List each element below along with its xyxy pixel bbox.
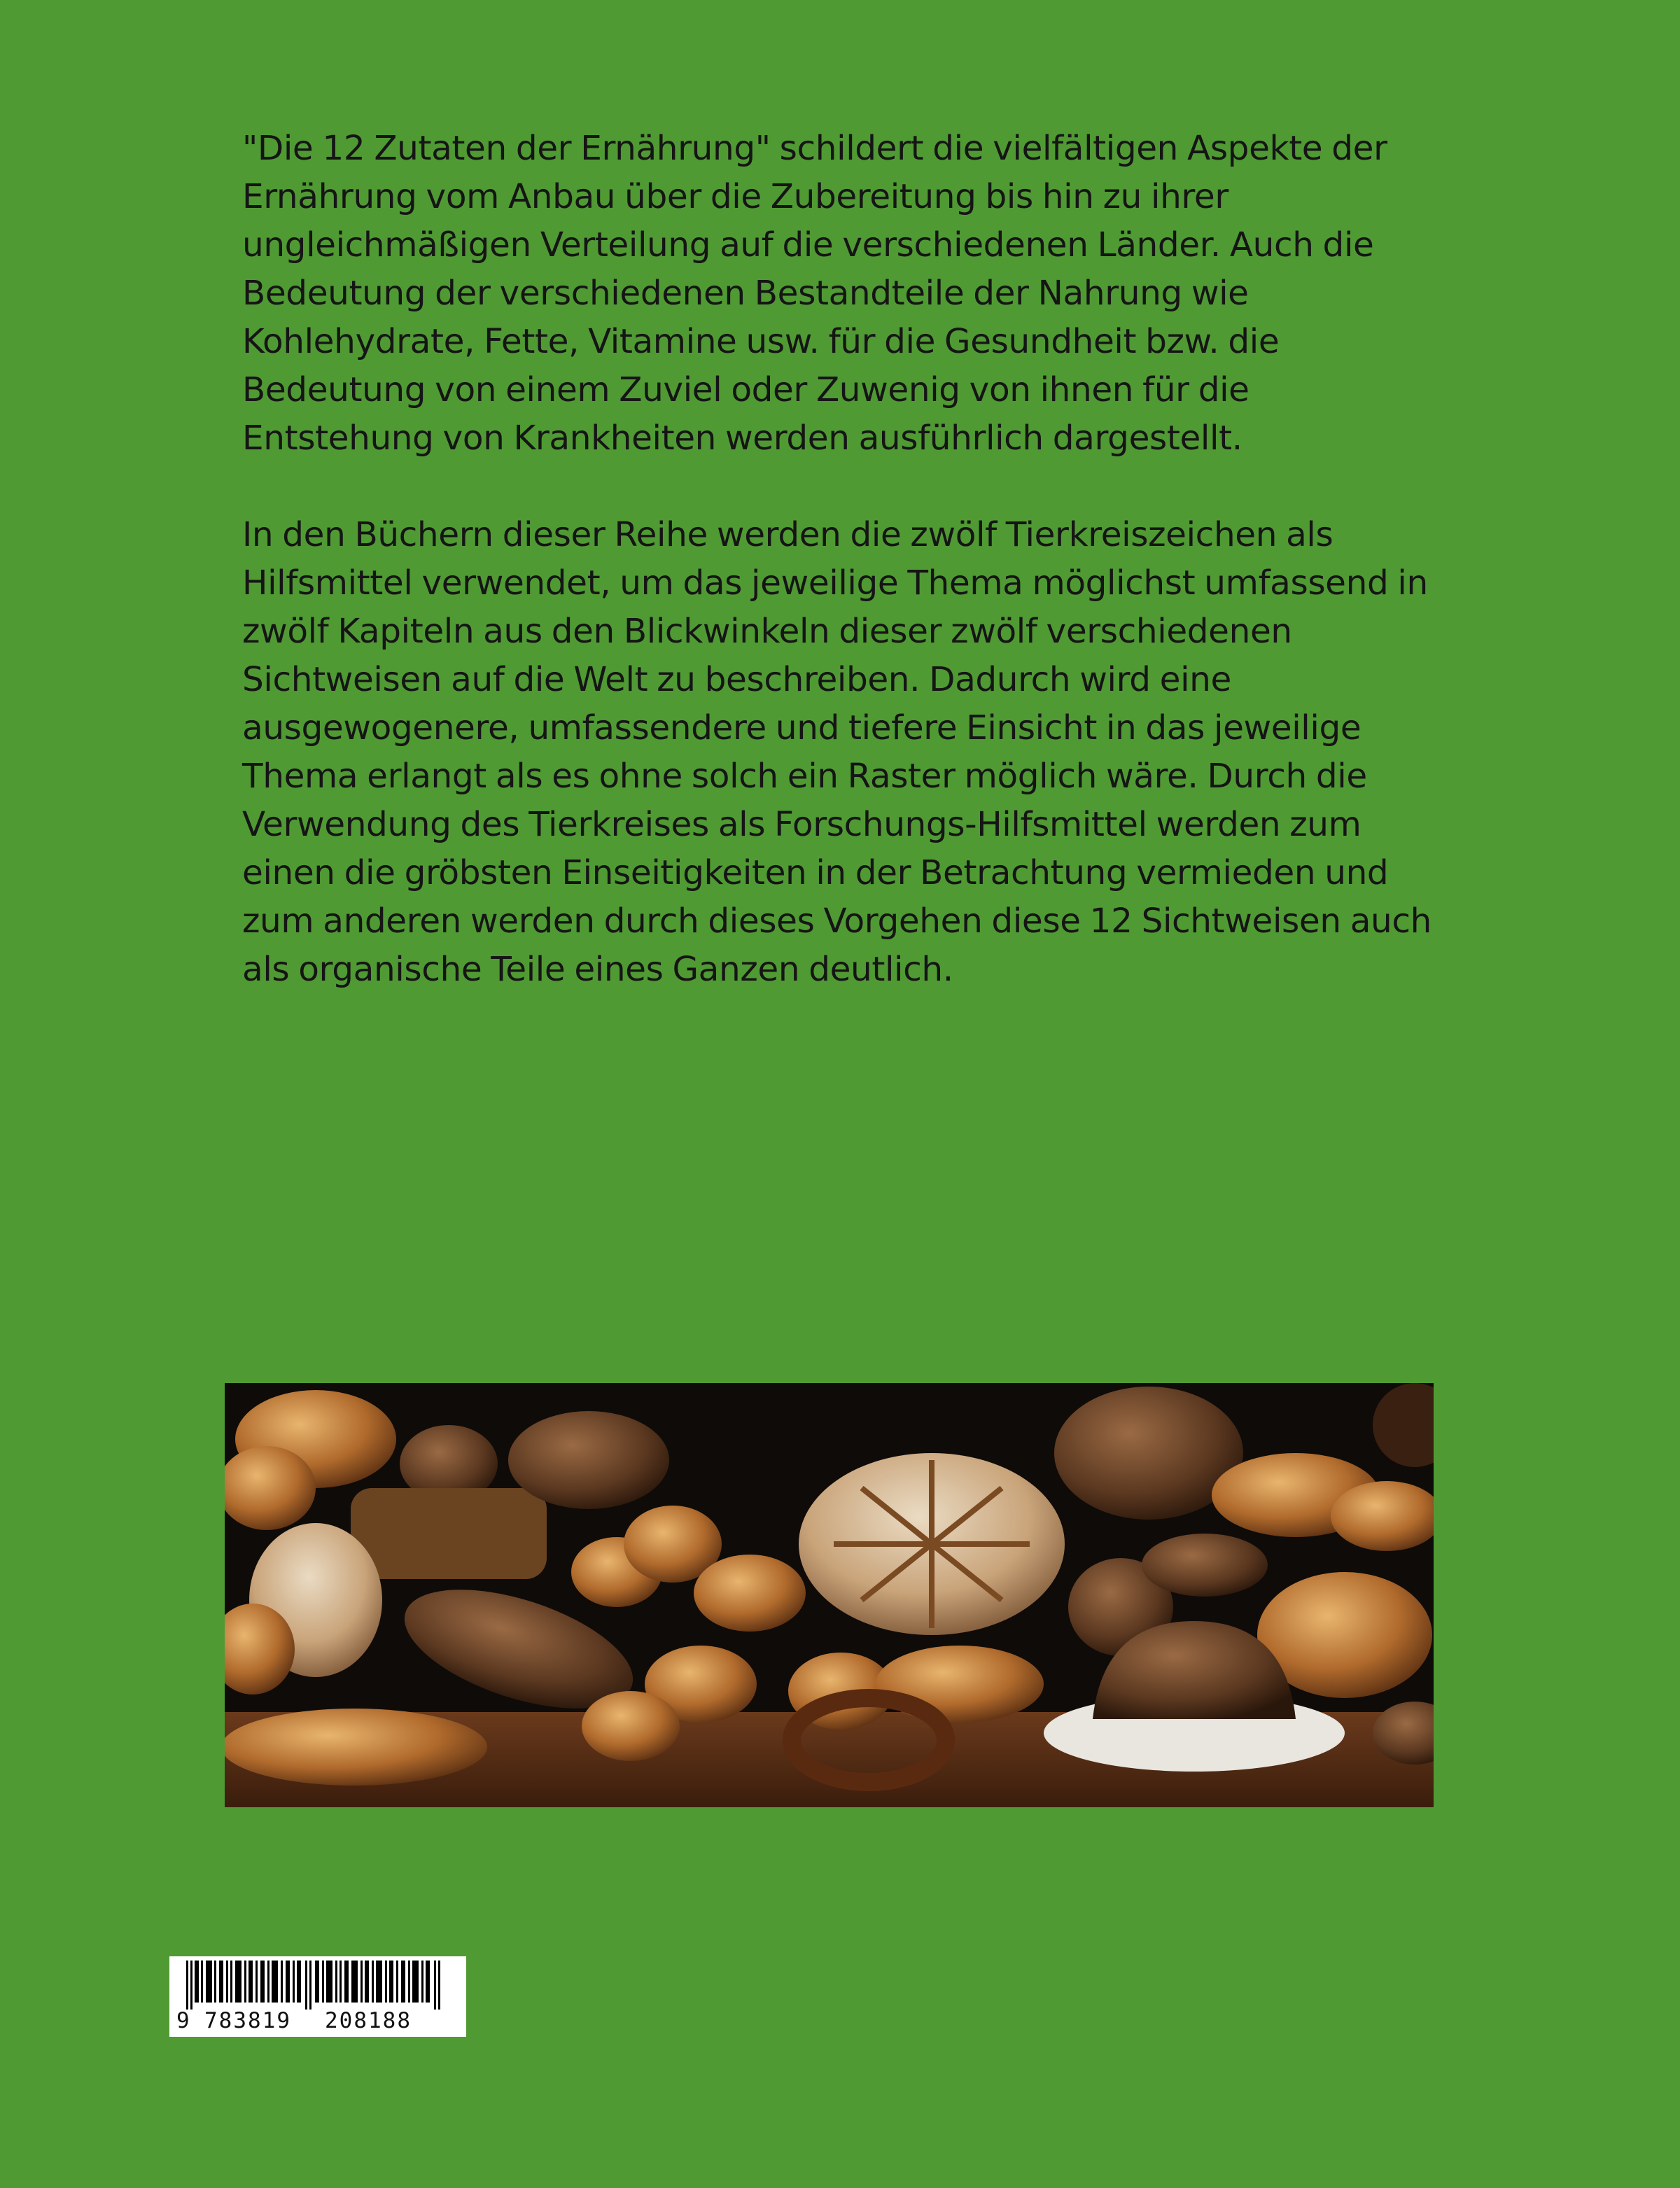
barcode-first-digit: 9	[176, 2008, 191, 2033]
barcode-bars	[186, 1961, 449, 2010]
blurb	[242, 125, 1446, 994]
barcode-right-group: 208188	[325, 2008, 412, 2033]
blurb-paragraph-1: "Die 12 Zutaten der Ernährung" schildert die vielfältigen Aspekte der Ernährung vom Anbau über die Zubereitung bis hin zu ihrer ungleichmäßigen Verteilung auf die verschiedenen Länder. Auch die Bedeutung der verschiedenen Bestandteile der Nahrung wie Kohlehydrate, Fette, Vitamine usw. für die Gesundheit bzw. die Bedeutung von einem Zuviel oder Zuwenig von ihnen für die Entstehung von Krankheiten werden ausführlich dargestellt.	[242, 129, 1387, 458]
barcode-digits	[176, 2007, 459, 2035]
breads-photo	[225, 1383, 1434, 1807]
blurb-paragraph-2: In den Büchern dieser Reihe werden die zwölf Tierkreiszeichen als Hilfsmittel verwendet, um das jeweilige Thema möglichst umfassend in zwölf Kapiteln aus den Blickwinkeln dieser zwölf verschiedenen Sichtweisen auf die Welt zu beschreiben. Dadurch wird eine ausgewogenere, umfassendere und tiefere Einsicht in das jeweilige Thema erlangt als es ohne solch ein Raster möglich wäre. Durch die Verwendung des Tierkreises als Forschungs-Hilfsmittel werden zum einen die gröbsten Einseitigkeiten in der Betrachtung vermieden und zum anderen werden durch dieses Vorgehen diese 12 Sichtweisen auch als organische Teile eines Ganzen deutlich.	[242, 515, 1432, 989]
isbn-barcode	[169, 1956, 466, 2037]
barcode-left-group: 783819	[204, 2008, 291, 2033]
